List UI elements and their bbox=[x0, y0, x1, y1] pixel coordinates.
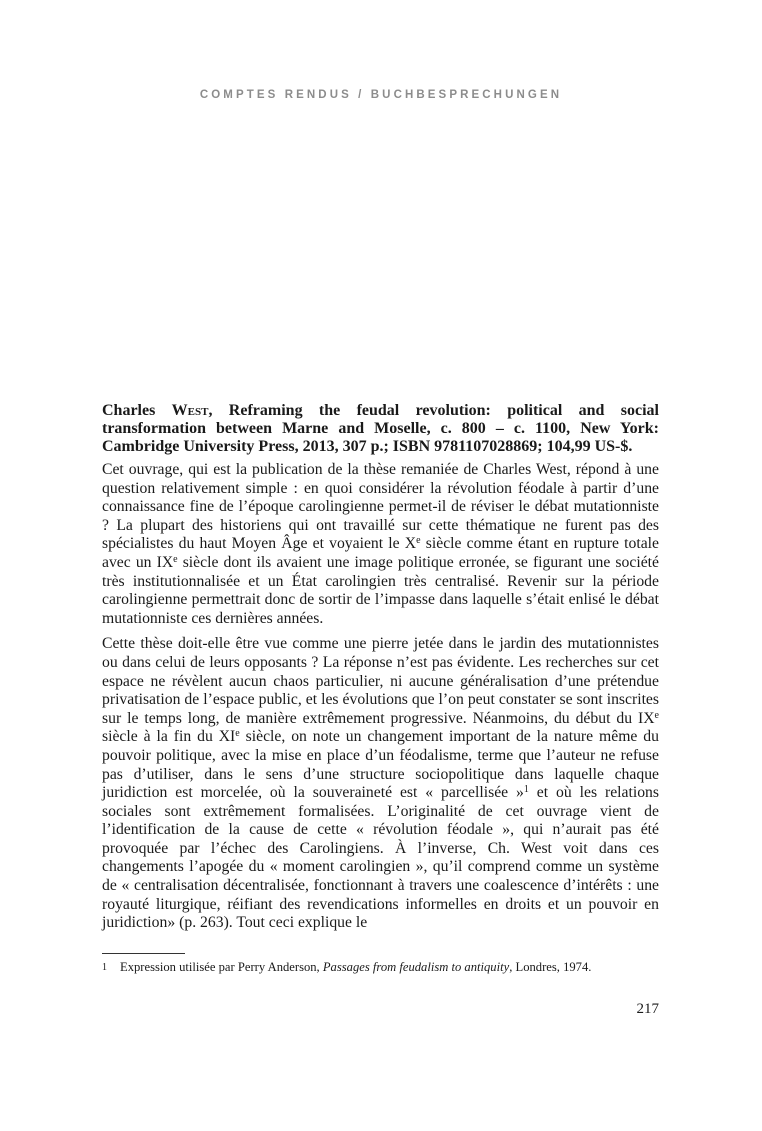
paragraph-2 bbox=[102, 635, 659, 933]
footnote-divider bbox=[102, 953, 185, 954]
superscript: e bbox=[173, 553, 178, 565]
review-author-last: West bbox=[171, 402, 209, 419]
page-number: 217 bbox=[636, 1001, 659, 1017]
paragraph-text: siècle dont ils avaient une image politique erronée, se figurant une société très institutionnalisée et un État carolingien très centralisé. Revenir sur la période carolingienne permettrait donc de sortir de l’impasse dans laquelle s’était enlisé le débat mutationniste ces dernières années. bbox=[102, 553, 659, 627]
paragraph-text: siècle, on note un changement important de la nature même du pouvoir politique, avec la mise en place d’un féodalisme, terme que l’auteur ne refuse pas d’utiliser, dans le sens d’une structure sociopolitique dans laquelle chaque juridiction est morcelée, où la souveraineté est « parcellisée » bbox=[102, 728, 659, 802]
superscript: e bbox=[416, 535, 421, 547]
footnote-text: , Londres, 1974. bbox=[509, 960, 592, 974]
review-citation: , Reframing the feudal revolution: political and social transformation between Marne and Moselle, c. 800 – c. 1100, New York: Cambridge University Press, 2013, 307 p.; ISBN 9781107028869; 104,99 US-$. bbox=[102, 402, 660, 455]
paragraph-text: siècle à la fin du XI bbox=[102, 728, 236, 746]
paragraph-text: siècle comme étant en rupture totale avec un IX bbox=[102, 535, 659, 571]
footnote-1 bbox=[102, 960, 659, 975]
paragraph-1 bbox=[102, 461, 659, 628]
paragraph-text: Cet ouvrage, qui est la publication de la thèse remaniée de Charles West, répond à une question relativement simple : en quoi considérer la révolution féodale à partir d’une connaissance fine de l’époque carolingienne permet-il de réviser le débat mutationniste ? La plupart des historiens qui ont travaillé sur cette thématique ne furent pas des spécialistes du haut Moyen Âge et voyaient le X bbox=[102, 461, 659, 553]
footnote-reference[interactable]: 1 bbox=[523, 784, 529, 796]
footnote-title: Passages from feudalism to antiquity bbox=[322, 960, 510, 974]
paragraph-text: et où les relations sociales sont extrêmement formalisées. L’originalité de cet ouvrage vient de l’identification de la cause de cette « révolution féodale », qui n’aurait pas été provoquée par l’échec des Carolingiens. À l’inverse, Ch. West voit dans ces changements l’apogée du « moment carolingien », qu’il comprend comme un système de « centralisation décentralisée, fonctionnant à travers une coalescence d’intérêts : une royauté liturgique, réifiant des revendications informelles en droits et un pouvoir en juridiction» (p. 263). Tout ceci explique le bbox=[102, 784, 660, 932]
footnote-number: 1 bbox=[102, 962, 107, 973]
review-body bbox=[102, 461, 659, 933]
superscript: e bbox=[235, 728, 240, 740]
paragraph-text: Cette thèse doit-elle être vue comme une pierre jetée dans le jardin des mutationnistes ou dans celui de leurs opposants ? La réponse n’est pas évidente. Les recherches sur cet espace ne révèlent aucun chaos particulier, ni aucune généralisation d’une prétendue privatisation de l’espace public, et les évolutions que l’on peut constater se sont inscrites sur le temps long, de manière extrêmement progressive. Néanmoins, du début du IX bbox=[102, 635, 659, 727]
review-heading bbox=[102, 402, 659, 456]
footnote-text: Expression utilisée par Perry Anderson, bbox=[120, 960, 323, 974]
review-author-first: Charles bbox=[102, 402, 172, 419]
superscript: e bbox=[654, 709, 659, 721]
running-head: COMPTES RENDUS / BUCHBESPRECHUNGEN bbox=[199, 89, 563, 101]
